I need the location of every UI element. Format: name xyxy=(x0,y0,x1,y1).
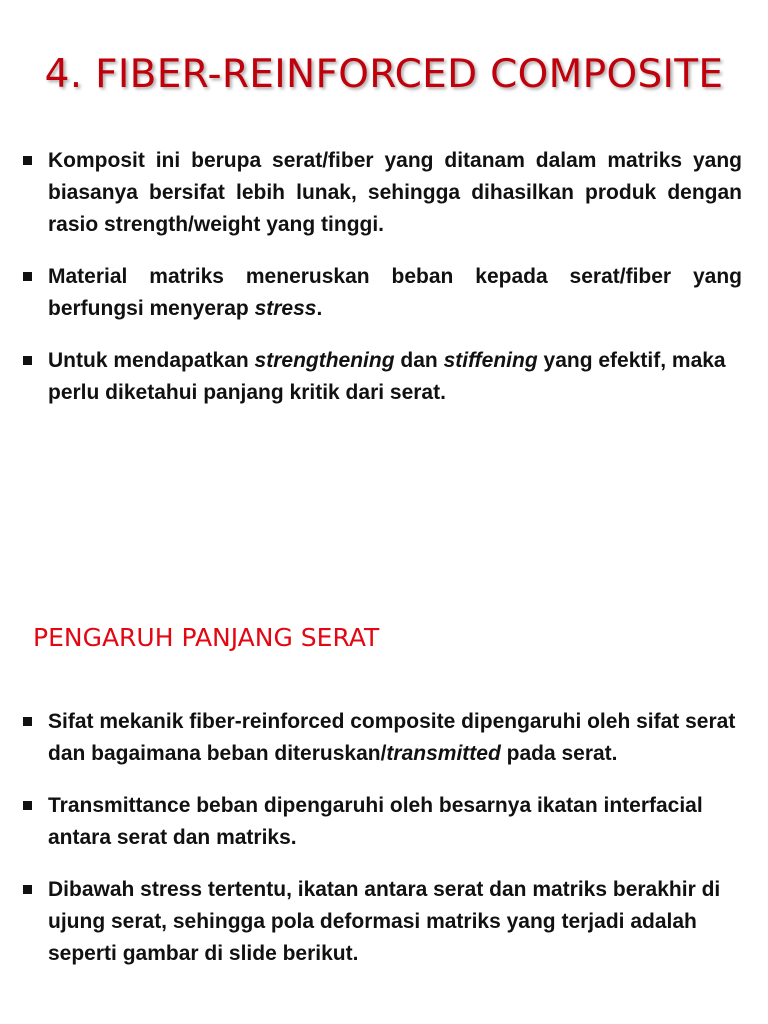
bullet-italic-term: transmitted xyxy=(386,742,501,765)
bottom-bullet-list xyxy=(0,706,768,990)
bullet-text: Untuk mendapatkan xyxy=(48,349,255,372)
square-bullet-icon xyxy=(23,156,32,165)
slide-title: 4. FIBER-REINFORCED COMPOSITE xyxy=(44,52,724,97)
bullet-text: Transmittance beban dipengaruhi oleh besarnya ikatan interfacial antara serat dan matriks. xyxy=(48,794,703,849)
square-bullet-icon xyxy=(23,885,32,894)
square-bullet-icon xyxy=(23,717,32,726)
section-subtitle: PENGARUH PANJANG SERAT xyxy=(33,623,380,652)
square-bullet-icon xyxy=(23,801,32,810)
bullet-item xyxy=(0,874,768,970)
bullet-text: yang efektif, maka perlu diketahui panjang kritik dari serat. xyxy=(48,349,726,404)
bullet-item xyxy=(0,706,768,770)
top-bullet-list xyxy=(0,145,768,429)
bullet-text: . xyxy=(316,297,323,320)
bullet-italic-term: stiffening xyxy=(443,349,538,372)
bullet-item xyxy=(0,261,768,325)
bullet-item xyxy=(0,145,768,241)
bullet-text: Sifat mekanik fiber-reinforced composite dipengaruhi oleh sifat serat dan bagaimana beban diteruskan/ xyxy=(48,710,736,765)
bullet-text: Material matriks meneruskan beban kepada serat/fiber yang berfungsi menyerap xyxy=(48,265,742,320)
bullet-text: Komposit ini berupa serat/fiber yang ditanam dalam matriks yang biasanya bersifat lebih lunak, sehingga dihasilkan produk dengan rasio strength/weight yang tinggi. xyxy=(48,149,742,236)
bullet-text: dan xyxy=(394,349,444,372)
bullet-text: pada serat. xyxy=(500,742,618,765)
square-bullet-icon xyxy=(23,356,32,365)
bullet-item xyxy=(0,345,768,409)
bullet-italic-term: strengthening xyxy=(254,349,395,372)
bullet-item xyxy=(0,790,768,854)
square-bullet-icon xyxy=(23,272,32,281)
bullet-italic-term: stress xyxy=(254,297,317,320)
bullet-text: Dibawah stress tertentu, ikatan antara serat dan matriks berakhir di ujung serat, sehingga pola deformasi matriks yang terjadi adalah seperti gambar di slide berikut. xyxy=(48,878,721,965)
